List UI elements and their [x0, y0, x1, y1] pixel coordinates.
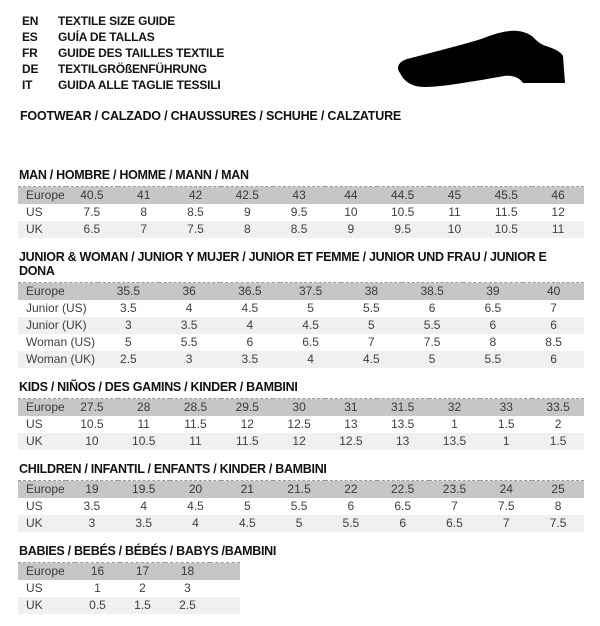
size-cell: 1: [75, 580, 120, 597]
size-cell: 8.5: [273, 221, 325, 238]
size-cell: 23.5: [429, 481, 481, 499]
size-cell: 11.5: [221, 433, 273, 450]
size-cell: 4.5: [221, 515, 273, 532]
row-label: US: [18, 498, 66, 515]
size-cell: 1.5: [480, 416, 532, 433]
table-row: [18, 563, 240, 581]
size-cell: 42.5: [221, 187, 273, 205]
language-code: FR: [22, 46, 38, 60]
table-row: [18, 481, 584, 499]
size-cell: 44: [325, 187, 377, 205]
language-label: TEXTILGRÖßENFÜHRUNG: [58, 62, 207, 76]
size-cell: 4: [118, 498, 170, 515]
size-cell: 2: [120, 580, 165, 597]
table-row: [18, 317, 584, 334]
size-cell: 9: [221, 204, 273, 221]
language-label: GUIDA ALLE TAGLIE TESSILI: [58, 78, 221, 92]
size-cell: 43: [273, 187, 325, 205]
size-cell: 36.5: [220, 283, 281, 301]
size-cell: 12.5: [325, 433, 377, 450]
row-label: Europe: [18, 399, 66, 417]
table-title: JUNIOR & WOMAN / JUNIOR Y MUJER / JUNIOR ET FEMME / JUNIOR UND FRAU / JUNIOR E DONA: [19, 250, 547, 278]
table-row: [18, 515, 584, 532]
size-cell: 17: [120, 563, 165, 581]
language-row: [22, 13, 224, 29]
filler-cell: [210, 580, 240, 597]
size-cell: 3: [98, 317, 159, 334]
size-cell: 38: [341, 283, 402, 301]
size-cell: 10.5: [118, 433, 170, 450]
size-cell: 20: [170, 481, 222, 499]
size-cell: 6.5: [377, 498, 429, 515]
language-label: TEXTILE SIZE GUIDE: [58, 14, 176, 28]
table-row: [18, 187, 584, 205]
size-cell: 0.5: [75, 597, 120, 614]
size-cell: 6: [377, 515, 429, 532]
size-cell: 3: [159, 351, 220, 368]
size-cell: 3.5: [66, 498, 118, 515]
size-cell: 24: [480, 481, 532, 499]
size-cell: 5: [221, 498, 273, 515]
row-label: US: [18, 204, 66, 221]
size-cell: 11: [429, 204, 481, 221]
size-cell: 9.5: [377, 221, 429, 238]
size-cell: 21: [221, 481, 273, 499]
size-cell: 5: [341, 317, 402, 334]
size-cell: 1: [429, 416, 481, 433]
size-tables-container: [18, 168, 584, 626]
size-cell: 18: [165, 563, 210, 581]
size-cell: 3: [66, 515, 118, 532]
size-cell: 12: [221, 416, 273, 433]
language-row: [22, 45, 224, 61]
size-cell: 9.5: [273, 204, 325, 221]
size-cell: 7.5: [402, 334, 463, 351]
size-cell: 4: [159, 300, 220, 317]
row-label: US: [18, 416, 66, 433]
size-table: [18, 398, 584, 450]
size-cell: 25: [532, 481, 584, 499]
size-cell: 8.5: [523, 334, 584, 351]
row-label: Europe: [18, 481, 66, 499]
size-cell: 11.5: [480, 204, 532, 221]
size-cell: 22.5: [377, 481, 429, 499]
size-cell: 10.5: [66, 416, 118, 433]
table-row: [18, 334, 584, 351]
size-cell: 41: [118, 187, 170, 205]
size-cell: 5: [280, 300, 341, 317]
size-cell: 8: [532, 498, 584, 515]
size-cell: 12.5: [273, 416, 325, 433]
table-title: BABIES / BEBÉS / BÉBÉS / BABYS /BAMBINI: [19, 544, 277, 558]
size-cell: 16: [75, 563, 120, 581]
size-cell: 4: [280, 351, 341, 368]
size-cell: 7: [118, 221, 170, 238]
size-table-section: [18, 250, 584, 368]
language-label: GUIDE DES TAILLES TEXTILE: [58, 46, 225, 60]
size-cell: 6: [402, 300, 463, 317]
size-cell: 8.5: [170, 204, 222, 221]
size-cell: 3: [165, 580, 210, 597]
row-label: UK: [18, 221, 66, 238]
row-label: Europe: [18, 283, 98, 301]
size-cell: 29.5: [221, 399, 273, 417]
size-cell: 7.5: [480, 498, 532, 515]
size-cell: 1: [480, 433, 532, 450]
size-cell: 32: [429, 399, 481, 417]
size-cell: 5: [402, 351, 463, 368]
table-row: [18, 283, 584, 301]
size-cell: 1.5: [120, 597, 165, 614]
size-cell: 10: [66, 433, 118, 450]
table-row: [18, 351, 584, 368]
size-cell: 35.5: [98, 283, 159, 301]
size-table-section: [18, 544, 584, 614]
size-cell: 2.5: [165, 597, 210, 614]
language-code: DE: [22, 62, 39, 76]
size-cell: 4.5: [170, 498, 222, 515]
size-cell: 30: [273, 399, 325, 417]
size-table: [18, 480, 584, 532]
size-cell: 19: [66, 481, 118, 499]
size-cell: 7: [523, 300, 584, 317]
size-table: [18, 282, 584, 368]
size-cell: 8: [118, 204, 170, 221]
table-row: [18, 399, 584, 417]
size-cell: 13: [325, 416, 377, 433]
row-label: Woman (US): [18, 334, 98, 351]
size-cell: 28.5: [170, 399, 222, 417]
size-cell: 6: [523, 351, 584, 368]
size-cell: 7.5: [532, 515, 584, 532]
size-cell: 2.5: [98, 351, 159, 368]
size-table: [18, 562, 240, 614]
size-cell: 45.5: [480, 187, 532, 205]
size-cell: 28: [118, 399, 170, 417]
size-cell: 4: [170, 515, 222, 532]
size-cell: 7: [429, 498, 481, 515]
size-cell: 39: [463, 283, 524, 301]
size-cell: 31.5: [377, 399, 429, 417]
size-cell: 4.5: [280, 317, 341, 334]
shoe-icon: [396, 30, 576, 94]
size-cell: 5.5: [273, 498, 325, 515]
size-table: [18, 186, 584, 238]
size-cell: 10.5: [377, 204, 429, 221]
size-cell: 37.5: [280, 283, 341, 301]
row-label: UK: [18, 597, 75, 614]
size-cell: 44.5: [377, 187, 429, 205]
table-row: [18, 300, 584, 317]
row-label: Junior (UK): [18, 317, 98, 334]
size-cell: 11: [170, 433, 222, 450]
size-cell: 12: [273, 433, 325, 450]
table-row: [18, 498, 584, 515]
size-cell: 46: [532, 187, 584, 205]
size-cell: 6: [325, 498, 377, 515]
size-cell: 3.5: [220, 351, 281, 368]
size-cell: 1.5: [532, 433, 584, 450]
language-code: IT: [22, 78, 33, 92]
language-row: [22, 61, 224, 77]
filler-cell: [210, 563, 240, 581]
size-cell: 13.5: [377, 416, 429, 433]
size-cell: 8: [221, 221, 273, 238]
size-cell: 6: [523, 317, 584, 334]
size-table-section: [18, 380, 584, 450]
size-cell: 6.5: [429, 515, 481, 532]
size-cell: 5.5: [402, 317, 463, 334]
size-cell: 9: [325, 221, 377, 238]
size-cell: 5: [98, 334, 159, 351]
size-cell: 4.5: [341, 351, 402, 368]
size-cell: 10.5: [480, 221, 532, 238]
row-label: Junior (US): [18, 300, 98, 317]
size-cell: 40.5: [66, 187, 118, 205]
language-list: [22, 13, 224, 93]
size-cell: 22: [325, 481, 377, 499]
table-row: [18, 597, 240, 614]
size-cell: 13.5: [429, 433, 481, 450]
table-title: KIDS / NIÑOS / DES GAMINS / KINDER / BAMBINI: [19, 380, 298, 394]
size-cell: 5.5: [159, 334, 220, 351]
size-cell: 33.5: [532, 399, 584, 417]
size-cell: 6: [463, 317, 524, 334]
size-cell: 13: [377, 433, 429, 450]
size-cell: 33: [480, 399, 532, 417]
language-row: [22, 29, 224, 45]
size-cell: 7: [480, 515, 532, 532]
size-cell: 6.5: [463, 300, 524, 317]
row-label: UK: [18, 515, 66, 532]
language-code: ES: [22, 30, 38, 44]
size-cell: 12: [532, 204, 584, 221]
size-cell: 45: [429, 187, 481, 205]
size-cell: 5.5: [325, 515, 377, 532]
language-label: GUÍA DE TALLAS: [58, 30, 155, 44]
size-cell: 5.5: [341, 300, 402, 317]
size-cell: 3.5: [118, 515, 170, 532]
size-table-section: [18, 462, 584, 532]
size-cell: 11: [118, 416, 170, 433]
size-cell: 6: [220, 334, 281, 351]
size-table-section: [18, 168, 584, 238]
size-cell: 21.5: [273, 481, 325, 499]
table-row: [18, 221, 584, 238]
size-cell: 7.5: [170, 221, 222, 238]
table-title: CHILDREN / INFANTIL / ENFANTS / KINDER / BAMBINI: [19, 462, 327, 476]
size-cell: 42: [170, 187, 222, 205]
row-label: US: [18, 580, 75, 597]
size-cell: 27.5: [66, 399, 118, 417]
size-cell: 36: [159, 283, 220, 301]
size-cell: 3.5: [159, 317, 220, 334]
language-code: EN: [22, 14, 39, 28]
row-label: Europe: [18, 187, 66, 205]
language-row: [22, 77, 224, 93]
size-cell: 11.5: [170, 416, 222, 433]
size-cell: 38.5: [402, 283, 463, 301]
size-cell: 3.5: [98, 300, 159, 317]
size-cell: 10: [325, 204, 377, 221]
table-row: [18, 416, 584, 433]
size-cell: 5.5: [463, 351, 524, 368]
size-cell: 7.5: [66, 204, 118, 221]
size-cell: 11: [532, 221, 584, 238]
size-cell: 4.5: [220, 300, 281, 317]
size-cell: 6.5: [66, 221, 118, 238]
size-cell: 5: [273, 515, 325, 532]
size-cell: 7: [341, 334, 402, 351]
table-row: [18, 204, 584, 221]
table-row: [18, 433, 584, 450]
row-label: Woman (UK): [18, 351, 98, 368]
category-heading: FOOTWEAR / CALZADO / CHAUSSURES / SCHUHE / CALZATURE: [20, 109, 402, 123]
row-label: Europe: [18, 563, 75, 581]
size-cell: 31: [325, 399, 377, 417]
table-row: [18, 580, 240, 597]
table-title: MAN / HOMBRE / HOMME / MANN / MAN: [19, 168, 249, 182]
row-label: UK: [18, 433, 66, 450]
size-cell: 40: [523, 283, 584, 301]
size-cell: 6.5: [280, 334, 341, 351]
size-cell: 19.5: [118, 481, 170, 499]
size-cell: 4: [220, 317, 281, 334]
size-cell: 10: [429, 221, 481, 238]
size-cell: 8: [463, 334, 524, 351]
filler-cell: [210, 597, 240, 614]
size-cell: 2: [532, 416, 584, 433]
